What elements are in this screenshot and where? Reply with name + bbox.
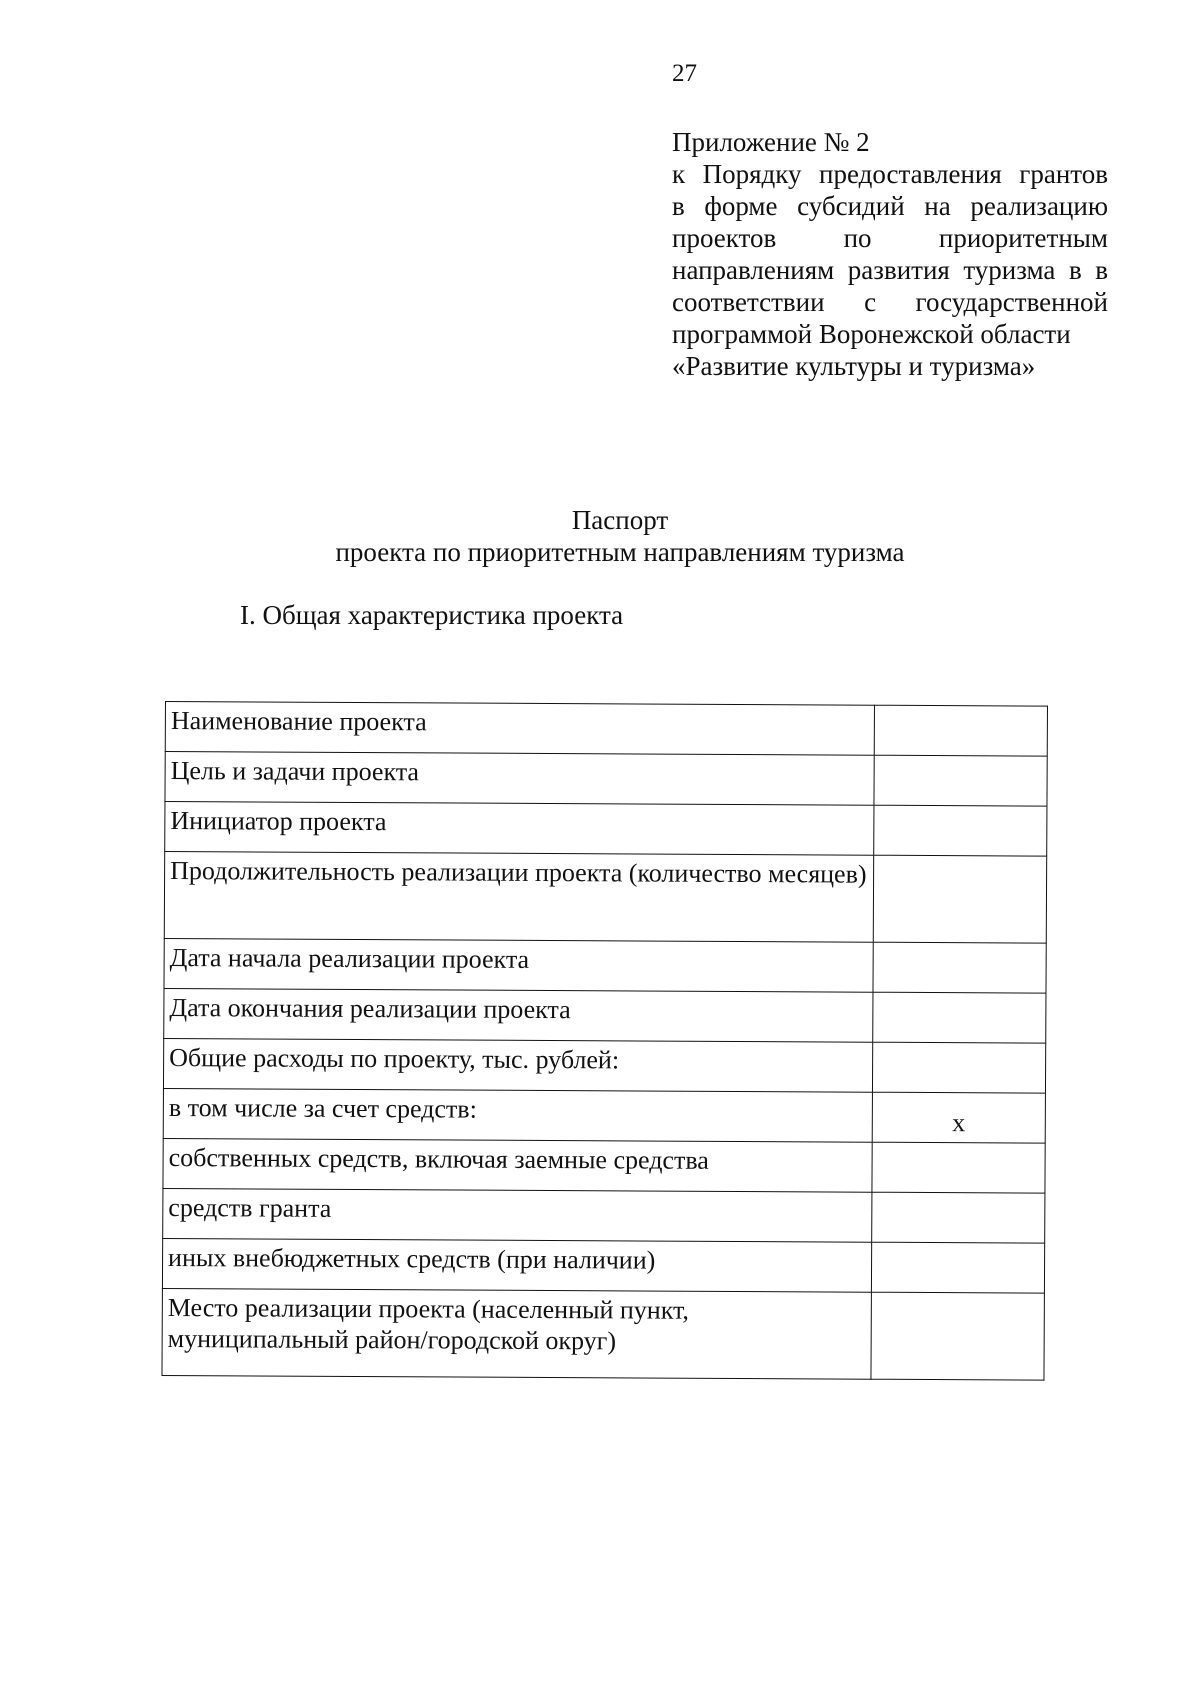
row-value-cell bbox=[871, 1292, 1045, 1380]
table-row bbox=[162, 1238, 1044, 1293]
row-label: Общие расходы по проекту, тыс. рублей: bbox=[163, 1038, 872, 1092]
appendix-line: «Развитие культуры и туризма» bbox=[672, 351, 1036, 381]
row-label: Инициатор проекта bbox=[165, 802, 874, 856]
row-value-cell bbox=[871, 1242, 1044, 1293]
document-subtitle: проекта по приоритетным направлениям туризма bbox=[335, 537, 905, 567]
row-label: в том числе за счет средств: bbox=[163, 1088, 872, 1142]
appendix-block bbox=[672, 126, 1108, 382]
row-label: Место реализации проекта (населенный пункт, муниципальный район/городской округ) bbox=[162, 1288, 871, 1379]
table-row bbox=[164, 852, 1046, 944]
project-passport-table bbox=[161, 701, 1048, 1381]
table-row bbox=[165, 802, 1047, 857]
row-value-cell: x bbox=[872, 1092, 1045, 1143]
row-value-cell bbox=[874, 755, 1047, 806]
row-label: Цель и задачи проекта bbox=[165, 752, 874, 806]
row-label: Продолжительность реализации проекта (количество месяцев) bbox=[164, 852, 873, 943]
appendix-line: соответствии с государственной bbox=[672, 287, 1108, 317]
page-number: 27 bbox=[672, 60, 697, 87]
appendix-line: программой Воронежской области bbox=[672, 319, 1071, 349]
row-value-cell bbox=[873, 942, 1046, 993]
row-value-cell bbox=[873, 992, 1046, 1043]
table-row bbox=[165, 702, 1047, 757]
row-value-cell bbox=[872, 1192, 1045, 1243]
table-row bbox=[164, 988, 1046, 1043]
appendix-line: к Порядку предоставления грантов bbox=[672, 159, 1108, 189]
appendix-line: проектов по приоритетным bbox=[672, 223, 1108, 253]
row-value-cell bbox=[874, 705, 1047, 756]
row-label: Дата начала реализации проекта bbox=[164, 938, 873, 992]
row-value-cell bbox=[872, 1142, 1045, 1193]
appendix-line: направлениям развития туризма в в bbox=[672, 255, 1108, 285]
section-heading: I. Общая характеристика проекта bbox=[240, 600, 624, 630]
row-label: средств гранта bbox=[163, 1188, 872, 1242]
appendix-line: Приложение № 2 bbox=[672, 127, 870, 157]
table-row bbox=[165, 752, 1047, 807]
row-value-cell bbox=[874, 805, 1047, 856]
row-label: Дата окончания реализации проекта bbox=[164, 988, 873, 1042]
row-value-cell bbox=[872, 1042, 1045, 1093]
row-label: Наименование проекта bbox=[165, 702, 874, 756]
table-row bbox=[162, 1288, 1044, 1380]
row-value-cell bbox=[873, 855, 1047, 943]
row-label: собственных средств, включая заемные средства bbox=[163, 1138, 872, 1192]
table-row bbox=[163, 1188, 1045, 1243]
table-row bbox=[163, 1138, 1045, 1193]
row-label: иных внебюджетных средств (при наличии) bbox=[162, 1238, 871, 1292]
table-row bbox=[163, 1038, 1045, 1093]
document-title: Паспорт bbox=[571, 505, 669, 535]
appendix-line: в форме субсидий на реализацию bbox=[672, 191, 1108, 221]
table-row bbox=[164, 938, 1046, 993]
table-row bbox=[163, 1088, 1045, 1143]
